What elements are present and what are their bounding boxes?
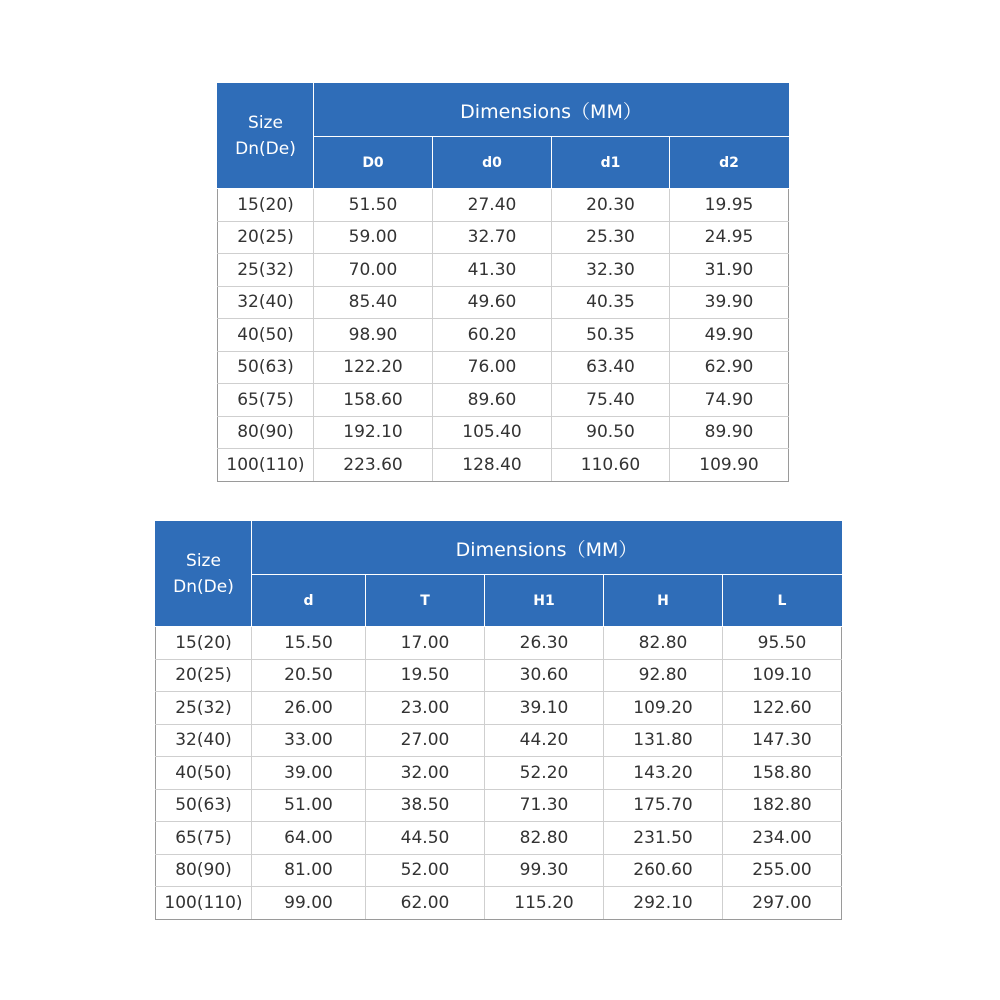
column-header-T: T <box>366 575 485 627</box>
value-cell: 63.40 <box>552 351 670 384</box>
value-cell: 110.60 <box>552 449 670 482</box>
table-row <box>218 384 789 417</box>
table-row <box>218 351 789 384</box>
value-cell: 82.80 <box>485 822 604 855</box>
value-cell: 49.90 <box>670 319 789 352</box>
size-header-line2: Dn(De) <box>173 577 234 597</box>
size-cell: 25(32) <box>156 692 252 725</box>
value-cell: 20.50 <box>252 659 366 692</box>
value-cell: 40.35 <box>552 286 670 319</box>
value-cell: 24.95 <box>670 221 789 254</box>
size-cell: 80(90) <box>218 416 314 449</box>
size-header-line1: Size <box>248 113 283 133</box>
value-cell: 122.20 <box>314 351 433 384</box>
size-cell: 50(63) <box>156 789 252 822</box>
value-cell: 82.80 <box>604 627 723 660</box>
value-cell: 90.50 <box>552 416 670 449</box>
size-cell: 25(32) <box>218 254 314 287</box>
value-cell: 131.80 <box>604 724 723 757</box>
column-header-d2: d2 <box>670 137 789 189</box>
value-cell: 26.30 <box>485 627 604 660</box>
size-header-line1: Size <box>186 551 221 571</box>
column-header-d1: d1 <box>552 137 670 189</box>
value-cell: 70.00 <box>314 254 433 287</box>
column-header-H1: H1 <box>485 575 604 627</box>
value-cell: 32.30 <box>552 254 670 287</box>
value-cell: 39.10 <box>485 692 604 725</box>
value-cell: 59.00 <box>314 221 433 254</box>
value-cell: 44.50 <box>366 822 485 855</box>
value-cell: 41.30 <box>433 254 552 287</box>
dimensions-title: Dimensions（MM） <box>314 84 789 137</box>
size-cell: 15(20) <box>156 627 252 660</box>
value-cell: 147.30 <box>723 724 842 757</box>
value-cell: 52.00 <box>366 854 485 887</box>
table-row <box>156 854 842 887</box>
size-cell: 32(40) <box>218 286 314 319</box>
table-row <box>218 416 789 449</box>
table-row <box>156 887 842 920</box>
column-header-d0: d0 <box>433 137 552 189</box>
table-row <box>218 221 789 254</box>
value-cell: 33.00 <box>252 724 366 757</box>
value-cell: 39.90 <box>670 286 789 319</box>
size-cell: 15(20) <box>218 189 314 222</box>
value-cell: 71.30 <box>485 789 604 822</box>
value-cell: 255.00 <box>723 854 842 887</box>
value-cell: 98.90 <box>314 319 433 352</box>
value-cell: 182.80 <box>723 789 842 822</box>
size-header <box>218 84 314 189</box>
value-cell: 122.60 <box>723 692 842 725</box>
size-cell: 20(25) <box>156 659 252 692</box>
size-cell: 65(75) <box>218 384 314 417</box>
value-cell: 32.70 <box>433 221 552 254</box>
value-cell: 19.50 <box>366 659 485 692</box>
value-cell: 30.60 <box>485 659 604 692</box>
size-cell: 40(50) <box>218 319 314 352</box>
column-header-d: d <box>252 575 366 627</box>
table-row <box>218 449 789 482</box>
table-row <box>156 789 842 822</box>
size-cell: 20(25) <box>218 221 314 254</box>
size-cell: 32(40) <box>156 724 252 757</box>
value-cell: 297.00 <box>723 887 842 920</box>
value-cell: 60.20 <box>433 319 552 352</box>
column-header-H: H <box>604 575 723 627</box>
value-cell: 25.30 <box>552 221 670 254</box>
table-row <box>156 627 842 660</box>
size-cell: 50(63) <box>218 351 314 384</box>
value-cell: 64.00 <box>252 822 366 855</box>
value-cell: 27.00 <box>366 724 485 757</box>
column-header-D0: D0 <box>314 137 433 189</box>
value-cell: 234.00 <box>723 822 842 855</box>
size-cell: 80(90) <box>156 854 252 887</box>
value-cell: 92.80 <box>604 659 723 692</box>
value-cell: 44.20 <box>485 724 604 757</box>
value-cell: 62.90 <box>670 351 789 384</box>
value-cell: 51.00 <box>252 789 366 822</box>
dimensions-table-2 <box>155 521 842 920</box>
table-row <box>156 692 842 725</box>
table-row <box>218 189 789 222</box>
value-cell: 74.90 <box>670 384 789 417</box>
table-row <box>156 659 842 692</box>
value-cell: 31.90 <box>670 254 789 287</box>
table-row <box>218 254 789 287</box>
value-cell: 75.40 <box>552 384 670 417</box>
table-row <box>218 319 789 352</box>
value-cell: 158.60 <box>314 384 433 417</box>
table-row <box>156 724 842 757</box>
size-cell: 100(110) <box>156 887 252 920</box>
value-cell: 20.30 <box>552 189 670 222</box>
value-cell: 15.50 <box>252 627 366 660</box>
dimensions-table-1 <box>217 83 789 482</box>
value-cell: 143.20 <box>604 757 723 790</box>
size-header <box>156 522 252 627</box>
value-cell: 39.00 <box>252 757 366 790</box>
value-cell: 62.00 <box>366 887 485 920</box>
value-cell: 158.80 <box>723 757 842 790</box>
value-cell: 85.40 <box>314 286 433 319</box>
value-cell: 192.10 <box>314 416 433 449</box>
size-cell: 100(110) <box>218 449 314 482</box>
table-body <box>218 189 789 482</box>
value-cell: 231.50 <box>604 822 723 855</box>
value-cell: 23.00 <box>366 692 485 725</box>
value-cell: 51.50 <box>314 189 433 222</box>
value-cell: 105.40 <box>433 416 552 449</box>
value-cell: 292.10 <box>604 887 723 920</box>
value-cell: 128.40 <box>433 449 552 482</box>
value-cell: 50.35 <box>552 319 670 352</box>
value-cell: 89.90 <box>670 416 789 449</box>
table-row <box>156 757 842 790</box>
dimensions-title: Dimensions（MM） <box>252 522 842 575</box>
table-row <box>156 822 842 855</box>
value-cell: 260.60 <box>604 854 723 887</box>
value-cell: 175.70 <box>604 789 723 822</box>
value-cell: 223.60 <box>314 449 433 482</box>
value-cell: 99.30 <box>485 854 604 887</box>
value-cell: 99.00 <box>252 887 366 920</box>
value-cell: 32.00 <box>366 757 485 790</box>
value-cell: 17.00 <box>366 627 485 660</box>
value-cell: 89.60 <box>433 384 552 417</box>
value-cell: 109.10 <box>723 659 842 692</box>
size-cell: 65(75) <box>156 822 252 855</box>
size-header-line2: Dn(De) <box>235 139 296 159</box>
size-cell: 40(50) <box>156 757 252 790</box>
table-row <box>218 286 789 319</box>
value-cell: 115.20 <box>485 887 604 920</box>
table-body <box>156 627 842 920</box>
value-cell: 52.20 <box>485 757 604 790</box>
value-cell: 109.20 <box>604 692 723 725</box>
value-cell: 38.50 <box>366 789 485 822</box>
value-cell: 26.00 <box>252 692 366 725</box>
value-cell: 19.95 <box>670 189 789 222</box>
value-cell: 81.00 <box>252 854 366 887</box>
value-cell: 76.00 <box>433 351 552 384</box>
value-cell: 27.40 <box>433 189 552 222</box>
value-cell: 109.90 <box>670 449 789 482</box>
value-cell: 49.60 <box>433 286 552 319</box>
value-cell: 95.50 <box>723 627 842 660</box>
column-header-L: L <box>723 575 842 627</box>
